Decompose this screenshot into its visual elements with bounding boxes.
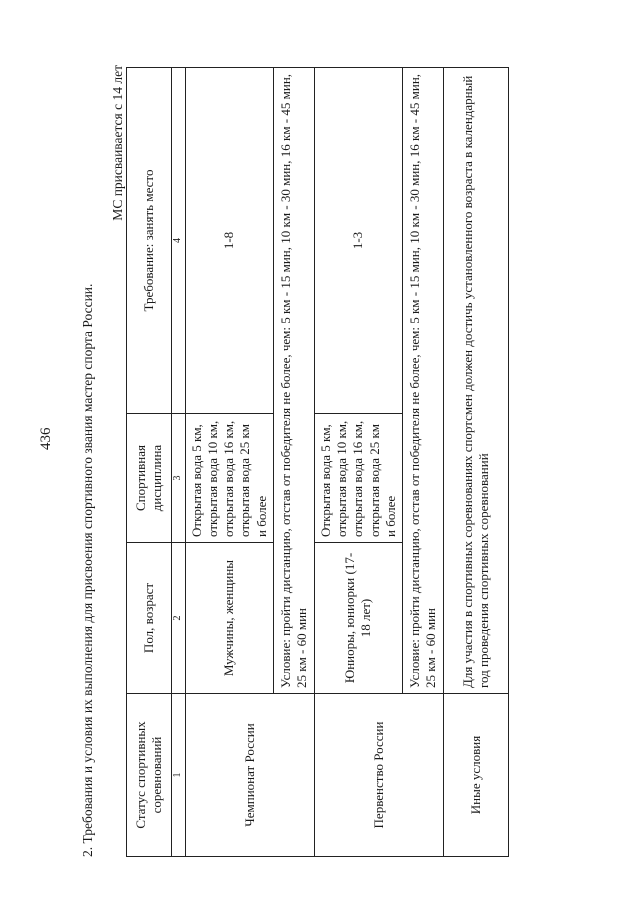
header-place: Требование: занять место [127,68,172,414]
column-number: 2 [172,543,186,694]
gender-age-cell: Юниоры, юниорки (17-18 лет) [314,543,402,694]
status-cell: Первенство России [314,694,443,857]
condition-cell: Условие: пройти дистанцию, отстав от победителя не более, чем: 5 км - 15 мин, 10 км - 30 мин, 16 км - 45 мин, 25 км - 60 мин [273,68,314,694]
condition-cell: Условие: пройти дистанцию, отстав от победителя не более, чем: 5 км - 15 мин, 10 км - 30 мин, 16 км - 45 мин, 25 км - 60 мин [403,68,444,694]
age-note: МС присваивается с 14 лет [110,65,125,221]
section-heading: 2. Требования и условия их выполнения для присвоения спортивного звания мастер спорта России. [80,283,95,857]
header-row [127,68,172,857]
column-number: 3 [172,414,186,543]
header-status: Статус спортивных соревнований [127,694,172,857]
header-gender-age: Пол, возраст [127,543,172,694]
discipline-text: Открытая вода 5 км, открытая вода 10 км, открытая вода 16 км, открытая вода 25 км и более [188,420,269,537]
status-cell: Чемпионат России [185,694,314,857]
status-cell: Иные условия [444,694,509,857]
column-number: 1 [172,694,186,857]
table-row-other-conditions [444,68,509,857]
column-number: 4 [172,68,186,414]
place-cell: 1-8 [185,68,273,414]
gender-age-cell: Мужчины, женщины [185,543,273,694]
table-row-junior-championship [314,68,402,857]
other-conditions-text: Для участия в спортивных соревнованиях спортсмен должен достичь установленного возраста в календарный год проведения спортивных соревнований [444,68,509,694]
discipline-cell [314,414,402,543]
requirements-table [126,67,509,857]
discipline-cell [185,414,273,543]
place-cell: 1-3 [314,68,402,414]
page-number: 436 [38,427,54,450]
table-row-championship [185,68,273,857]
discipline-text: Открытая вода 5 км, открытая вода 10 км, открытая вода 16 км, открытая вода 25 км и более [317,420,398,537]
header-discipline: Спортивная дисциплина [127,414,172,543]
column-number-row [172,68,186,857]
